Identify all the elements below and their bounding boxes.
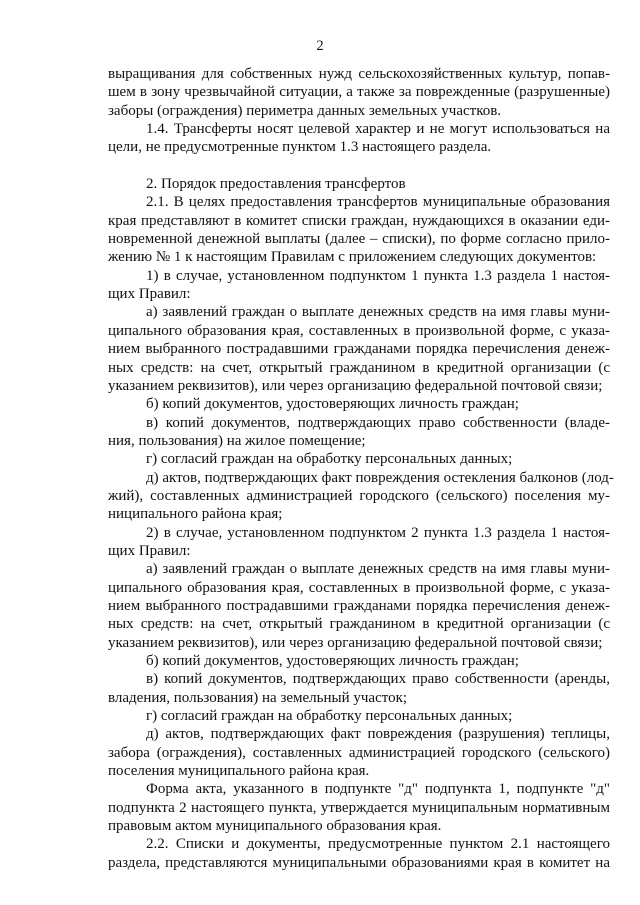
text-line: ния, пользования) на жилое помещение; bbox=[108, 432, 366, 449]
text-line: ниципального района края; bbox=[108, 506, 283, 523]
text-line: 2) в случае, установленном подпунктом 2 пункта 1.3 раздела 1 настоя- bbox=[146, 524, 610, 541]
text-line: раздела, представляются муниципальными образованиями края в комитет на bbox=[108, 854, 610, 871]
text-line: подпункта 2 настоящего пункта, утверждается муниципальным нормативным bbox=[108, 799, 610, 816]
text-line: правовым актом муниципального образования края. bbox=[108, 818, 442, 835]
paragraph-gap bbox=[108, 157, 610, 175]
text-line: жий), составленных администрацией городского (сельского) поселения му- bbox=[108, 487, 610, 504]
text-line: в) копий документов, подтверждающих право собственности (аренды, bbox=[146, 671, 610, 688]
text-line: указанием реквизитов), или через организацию федеральной почтовой связи; bbox=[108, 377, 603, 394]
text-line: заборы (ограждения) периметра данных земельных участков. bbox=[108, 102, 502, 119]
text-line: в) копий документов, подтверждающих право собственности (владе- bbox=[146, 414, 610, 431]
text-line: шем в зону чрезвычайной ситуации, а также за поврежденные (разрушенные) bbox=[108, 84, 610, 101]
text-line: владения, пользования) на земельный участок; bbox=[108, 689, 408, 706]
document-body bbox=[108, 65, 614, 872]
text-line: 2.1. В целях предоставления трансфертов муниципальные образования bbox=[146, 194, 610, 211]
text-line: г) согласий граждан на обработку персональных данных; bbox=[146, 708, 513, 725]
text-line: нием выбранного пострадавшими гражданами порядка перечисления денеж- bbox=[108, 341, 610, 358]
text-line: забора (ограждения), составленных администрацией городского (сельского) bbox=[108, 744, 610, 761]
text-line: ных средств: на счет, открытый гражданином в кредитной организации (с bbox=[108, 359, 610, 376]
text-line: края представляют в комитет списки граждан, нуждающихся в оказании еди- bbox=[108, 212, 610, 229]
text-line: новременной денежной выплаты (далее – списки), по форме согласно прило- bbox=[108, 231, 610, 248]
text-line: б) копий документов, удостоверяющих личность граждан; bbox=[146, 653, 519, 669]
text-line: ных средств: на счет, открытый гражданином в кредитной организации (с bbox=[108, 616, 610, 633]
text-line: 1) в случае, установленном подпунктом 1 пункта 1.3 раздела 1 настоя- bbox=[146, 267, 610, 284]
text-line: г) согласий граждан на обработку персональных данных; bbox=[146, 451, 513, 468]
text-line: б) копий документов, удостоверяющих личность граждан; bbox=[146, 396, 519, 413]
text-line: д) актов, подтверждающих факт повреждения остекления балконов (лод- bbox=[146, 469, 614, 486]
text-line: выращивания для собственных нужд сельскохозяйственных культур, попав- bbox=[108, 66, 610, 82]
text-line: а) заявлений граждан о выплате денежных средств на имя главы муни- bbox=[146, 304, 610, 321]
text-line: щих Правил: bbox=[108, 286, 191, 303]
text-line: 2.2. Списки и документы, предусмотренные пунктом 2.1 настоящего bbox=[146, 836, 610, 853]
text-line: указанием реквизитов), или через организацию федеральной почтовой связи; bbox=[108, 634, 603, 651]
text-line: нием выбранного пострадавшими гражданами порядка перечисления денеж- bbox=[108, 597, 610, 614]
text-line: ципального образования края, составленных в произвольной форме, с указа- bbox=[108, 579, 610, 596]
page-number: 2 bbox=[316, 38, 324, 54]
text-line: 1.4. Трансферты носят целевой характер и не могут использоваться на bbox=[146, 121, 610, 138]
text-line: Форма акта, указанного в подпункте "д" подпункта 1, подпункте "д" bbox=[146, 781, 610, 798]
text-line: д) актов, подтверждающих факт повреждения (разрушения) теплицы, bbox=[146, 726, 610, 743]
text-line: щих Правил: bbox=[108, 542, 191, 559]
text-line: а) заявлений граждан о выплате денежных средств на имя главы муни- bbox=[146, 561, 610, 578]
text-line: ципального образования края, составленных в произвольной форме, с указа- bbox=[108, 322, 610, 339]
text-line: цели, не предусмотренные пунктом 1.3 настоящего раздела. bbox=[108, 139, 492, 156]
text-line: жению № 1 к настоящим Правилам с приложением следующих документов: bbox=[108, 249, 597, 266]
text-line: поселения муниципального района края. bbox=[108, 763, 370, 780]
section-heading: 2. Порядок предоставления трансфертов bbox=[146, 176, 406, 193]
